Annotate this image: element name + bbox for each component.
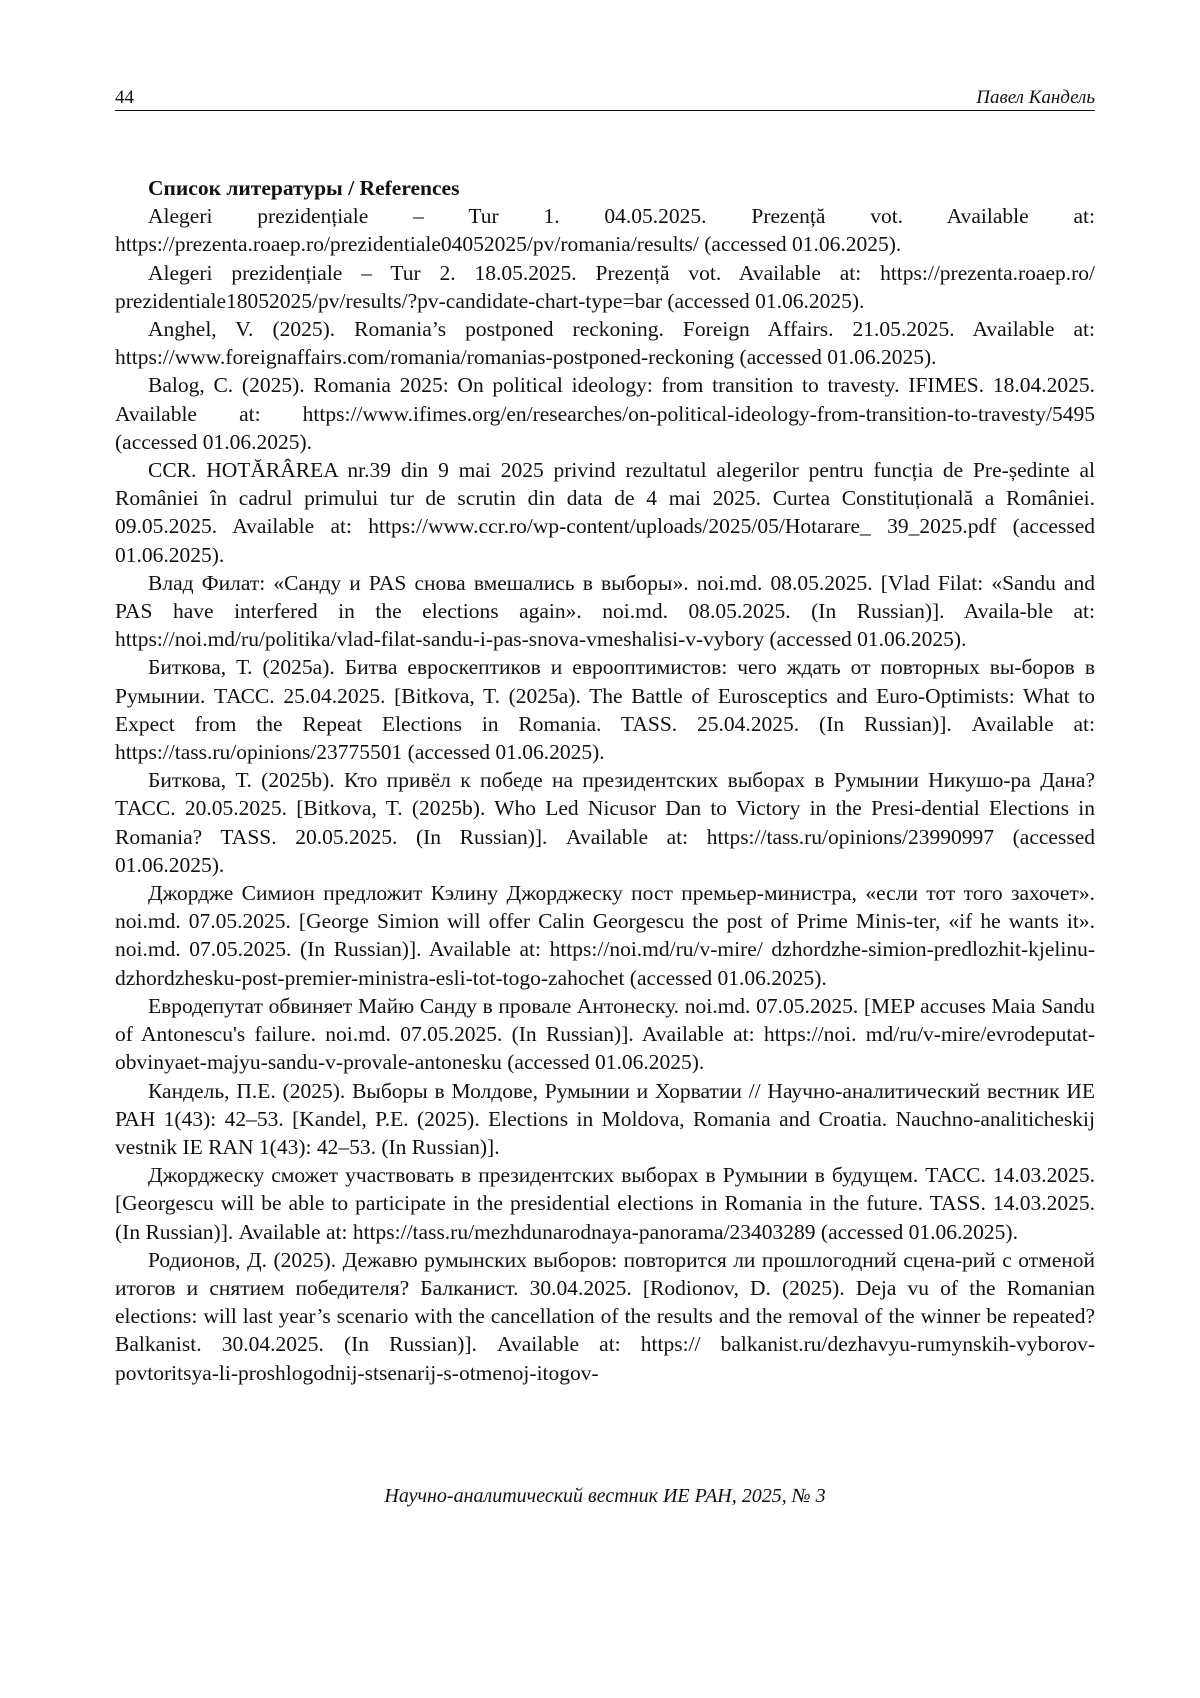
- reference-item: Balog, C. (2025). Romania 2025: On political ideology: from transition to travesty. IFIMES. 18.04.2025. Available at: https://www.ifimes.org/en/researches/on-political-ideology-from-transition-to-travesty/5495 (accessed 01.06.2025).: [115, 373, 1095, 454]
- references-heading: Список литературы / References: [148, 176, 460, 200]
- journal-footer: Научно-аналитический вестник ИЕ РАН, 2025, № 3: [384, 1485, 826, 1507]
- header-rule: [115, 110, 1095, 111]
- reference-item: CCR. HOTĂRÂREA nr.39 din 9 mai 2025 privind rezultatul alegerilor pentru funcția de Pre-ședinte al României în cadrul primului tur de scrutin din data de 4 mai 2025. Curtea Constituțională a României. 09.05.2025. Available at: https://www.ccr.ro/wp-content/uploads/2025/05/Hotarare_ 39_2025.pdf (accessed 01.06.2025).: [115, 458, 1095, 567]
- reference-item: Джордже Симион предложит Кэлину Джорджеску пост премьер-министра, «если тот того захочет». noi.md. 07.05.2025. [George Simion will offer Calin Georgescu the post of Prime Minis-ter, «if he wants it». noi.md. 07.05.2025. (In Russian)]. Available at: https://noi.md/ru/v-mire/ dzhordzhe-simion-predlozhit-kjelinu-dzhordzhesku-post-premier-ministra-esli-tot-togo-zahochet (accessed 01.06.2025).: [115, 881, 1095, 990]
- reference-item: Anghel, V. (2025). Romania’s postponed reckoning. Foreign Affairs. 21.05.2025. Available at: https://www.foreignaffairs.com/romania/romanias-postponed-reckoning (accessed 01.06.2025).: [115, 317, 1095, 370]
- reference-item: Джорджеску сможет участвовать в президентских выборах в Румынии в будущем. ТАСС. 14.03.2025. [Georgescu will be able to participate in the presidential elections in Romania in the future. TASS. 14.03.2025. (In Russian)]. Available at: https://tass.ru/mezhdunarodnaya-panorama/23403289 (accessed 01.06.2025).: [115, 1163, 1095, 1244]
- reference-item: Кандель, П.Е. (2025). Выборы в Молдове, Румынии и Хорватии // Научно-аналитический вестник ИЕ РАН 1(43): 42–53. [Kandel, P.E. (2025). Elections in Moldova, Romania and Croatia. Nauchno-analiticheskij vestnik IE RAN 1(43): 42–53. (In Russian)].: [115, 1078, 1095, 1159]
- running-author: Павел Кандель: [976, 87, 1095, 108]
- reference-item: Alegeri prezidențiale – Tur 2. 18.05.2025. Prezență vot. Available at: https://prezenta.roaep.ro/ prezidentiale18052025/pv/results/?pv-candidate-chart-type=bar (accessed 01.06.2025).: [115, 260, 1095, 313]
- reference-item: Влад Филат: «Санду и PAS снова вмешались в выборы». noi.md. 08.05.2025. [Vlad Filat: «Sandu and PAS have interfered in the elections again». noi.md. 08.05.2025. (In Russian)]. Availa-ble at: https://noi.md/ru/politika/vlad-filat-sandu-i-pas-snova-vmeshalisi-v-vybory (accessed 01.06.2025).: [115, 570, 1095, 652]
- reference-item: Биткова, Т. (2025b). Кто привёл к победе на президентских выборах в Румынии Никушо-ра Дана? ТАСС. 20.05.2025. [Bitkova, T. (2025b). Who Led Nicusor Dan to Victory in the Presi-dential Elections in Romania? TASS. 20.05.2025. (In Russian)]. Available at: https://tass.ru/opinions/23990997 (accessed 01.06.2025).: [115, 768, 1095, 877]
- references-section: [115, 174, 1095, 1387]
- page-number: 44: [115, 87, 134, 108]
- running-header: [115, 86, 1095, 110]
- reference-item: Биткова, Т. (2025a). Битва евроскептиков и еврооптимистов: чего ждать от повторных вы-боров в Румынии. ТАСС. 25.04.2025. [Bitkova, T. (2025a). The Battle of Eurosceptics and Euro-Optimists: What to Expect from the Repeat Elections in Romania. TASS. 25.04.2025. (In Russian)]. Available at: https://tass.ru/opinions/23775501 (accessed 01.06.2025).: [115, 655, 1095, 765]
- reference-item: Евродепутат обвиняет Майю Санду в провале Антонеску. noi.md. 07.05.2025. [MEP accuses Maia Sandu of Antonescu's failure. noi.md. 07.05.2025. (In Russian)]. Available at: https://noi. md/ru/v-mire/evrodeputat-obvinyaet-majyu-sandu-v-provale-antonesku (accessed 01.06.2025).: [115, 993, 1095, 1075]
- reference-item: Родионов, Д. (2025). Дежавю румынских выборов: повторится ли прошлогодний сцена-рий с отменой итогов и снятием победителя? Балканист. 30.04.2025. [Rodionov, D. (2025). Deja vu of the Romanian elections: will last year’s scenario with the cancellation of the results and the removal of the winner be repeated? Balkanist. 30.04.2025. (In Russian)]. Available at: https:// balkanist.ru/dezhavyu-rumynskih-vyborov-povtoritsya-li-proshlogodnij-stsenarij-s-otmenoj-itogov-: [115, 1247, 1095, 1385]
- reference-item: Alegeri prezidențiale – Tur 1. 04.05.2025. Prezență vot. Available at: https://prezenta.roaep.ro/prezidentiale04052025/pv/romania/results/ (accessed 01.06.2025).: [115, 204, 1095, 257]
